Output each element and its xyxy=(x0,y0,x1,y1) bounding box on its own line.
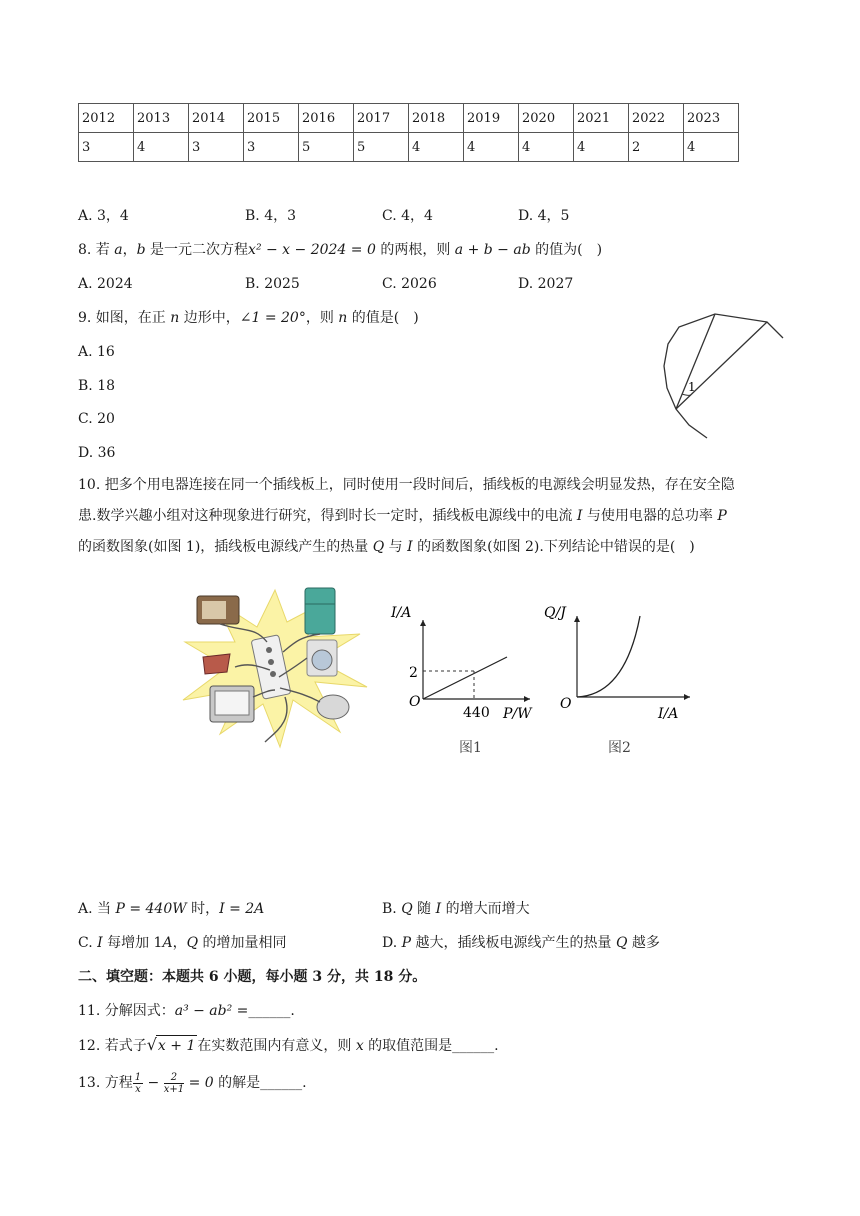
line-series xyxy=(423,657,507,699)
table-cell: 2015 xyxy=(244,104,299,133)
q10-text: 与 xyxy=(384,539,408,555)
var-I: I xyxy=(407,539,413,555)
option-text: 时， xyxy=(186,901,220,917)
y-axis-arrow xyxy=(420,620,426,626)
q9-text: 边形中， xyxy=(179,310,240,326)
table-cell: 3 xyxy=(189,133,244,162)
var-I: I xyxy=(97,935,103,951)
option-text: C. xyxy=(78,935,98,951)
table-cell: 2022 xyxy=(629,104,684,133)
table-cell: 4 xyxy=(684,133,739,162)
y-tick-label: 2 xyxy=(409,665,418,681)
table-cell: 5 xyxy=(354,133,409,162)
appliances-illustration xyxy=(175,582,375,752)
q10-text: 与使用电器的总功率 xyxy=(582,508,718,524)
polygon-figure xyxy=(655,308,785,443)
q8-text: 的两根，则 xyxy=(375,242,455,258)
fraction xyxy=(164,1072,184,1095)
q8-number: 8. 若 xyxy=(78,242,115,258)
figure-caption: 图1 xyxy=(459,740,482,756)
table-cell: 3 xyxy=(244,133,299,162)
var-Q: Q xyxy=(372,539,385,555)
socket xyxy=(268,659,274,665)
x-axis-arrow xyxy=(524,696,530,702)
washer-door xyxy=(312,650,332,670)
q13-text: 的解是 xyxy=(213,1075,261,1091)
figure-2-graph xyxy=(540,600,700,760)
q11-text: 11. 分解因式： xyxy=(78,1003,175,1019)
option-text: ， xyxy=(172,935,187,951)
option-math: P = 440W xyxy=(115,901,187,917)
option-math: I = 2A xyxy=(219,901,265,917)
var-x: x xyxy=(355,1038,364,1054)
var-I: I xyxy=(576,508,583,524)
option-text: 越多 xyxy=(627,935,660,951)
q9-text: ，则 xyxy=(305,310,339,326)
y-axis-label: I/A xyxy=(391,605,412,621)
numerator: 2 xyxy=(164,1072,184,1084)
q10-text: 的函数图象(如图 1)，插线板电源线产生的热量 xyxy=(78,539,373,555)
numerator: 1 xyxy=(134,1071,142,1083)
q7-option-a[interactable]: A. 3，4 xyxy=(78,208,129,224)
q10-option-d[interactable] xyxy=(382,933,660,953)
var-a: a xyxy=(114,242,123,258)
diagonal-2 xyxy=(676,322,767,409)
x-axis-label: P/W xyxy=(503,706,532,722)
q8-stem xyxy=(78,240,602,260)
denominator: x xyxy=(135,1083,141,1095)
operator: − xyxy=(143,1075,164,1091)
table-cell: 2019 xyxy=(464,104,519,133)
table-cell: 2021 xyxy=(574,104,629,133)
q9-number: 9. 如图，在正 xyxy=(78,310,171,326)
x-axis-arrow xyxy=(684,694,690,700)
q12-text: 的取值范围是 xyxy=(363,1038,453,1054)
var-Q: Q xyxy=(615,935,628,951)
table-cell: 4 xyxy=(409,133,464,162)
q10-line-1: 10. 把多个用电器连接在同一个插线板上，同时使用一段时间后，插线板的电源线会明显发热，存在安全隐 xyxy=(78,477,735,493)
socket xyxy=(270,671,276,677)
angle-arc xyxy=(682,394,691,395)
answer-blank[interactable]: ______. xyxy=(452,1038,499,1054)
q9-stem xyxy=(78,308,419,328)
q7-option-d[interactable]: D. 4，5 xyxy=(518,208,570,224)
q11 xyxy=(78,1001,295,1021)
q8-option-c[interactable]: C. 2026 xyxy=(382,276,437,292)
var-n: n xyxy=(170,310,180,326)
q8-option-b[interactable]: B. 2025 xyxy=(245,276,300,292)
var-n: n xyxy=(338,310,348,326)
q9-angle: ∠1 = 20° xyxy=(239,310,306,326)
polygon-edges xyxy=(664,314,783,438)
q7-option-c[interactable]: C. 4，4 xyxy=(382,208,433,224)
q7-option-b[interactable]: B. 4，3 xyxy=(245,208,297,224)
q10-text: 的函数图象(如图 2).下列结论中错误的是( ) xyxy=(412,539,695,555)
table-cell: 2016 xyxy=(299,104,354,133)
q10-line-3 xyxy=(78,532,792,563)
table-cell: 5 xyxy=(299,133,354,162)
fraction xyxy=(133,1072,143,1095)
option-text: 随 xyxy=(412,901,436,917)
q10-option-c[interactable] xyxy=(78,933,287,953)
var-b: b xyxy=(136,242,146,258)
q10-line-2 xyxy=(78,501,792,532)
option-text: D. xyxy=(382,935,402,951)
var-Q: Q xyxy=(401,901,413,917)
unit-A: A xyxy=(162,935,173,951)
table-cell: 2023 xyxy=(684,104,739,133)
q9-text: 的值是( ) xyxy=(347,310,419,326)
fridge-icon xyxy=(305,588,335,634)
q8-text: 的值为( ) xyxy=(530,242,603,258)
origin-label: O xyxy=(560,696,572,712)
table-cell: 4 xyxy=(464,133,519,162)
table-cell: 2 xyxy=(629,133,684,162)
q9-option-c[interactable]: C. 20 xyxy=(78,411,115,427)
option-text: 的增加量相同 xyxy=(198,935,287,951)
answer-blank[interactable]: ______. xyxy=(248,1003,295,1019)
var-P: P xyxy=(401,935,412,951)
option-text: 的增大而增大 xyxy=(441,901,530,917)
diagonal-1 xyxy=(676,314,715,409)
q11-expression: a³ − ab² = xyxy=(174,1003,249,1019)
q10-option-a[interactable] xyxy=(78,899,264,919)
x-axis-label: I/A xyxy=(658,706,679,722)
table-cell: 2018 xyxy=(409,104,464,133)
var-Q: Q xyxy=(186,935,199,951)
q8-option-d[interactable]: D. 2027 xyxy=(518,276,574,292)
table-row xyxy=(79,133,739,162)
table-cell: 2014 xyxy=(189,104,244,133)
q10-stem xyxy=(78,470,792,563)
var-I: I xyxy=(435,901,442,917)
table-cell: 4 xyxy=(519,133,574,162)
rice-cooker-icon xyxy=(317,695,349,719)
table-cell: 2017 xyxy=(354,104,409,133)
data-table xyxy=(78,103,739,162)
option-text: 每增加 1 xyxy=(102,935,163,951)
x-tick-label: 440 xyxy=(463,705,490,721)
q12-text: 在实数范围内有意义，则 xyxy=(197,1038,356,1054)
q13 xyxy=(78,1070,307,1096)
q13-text: 13. 方程 xyxy=(78,1075,133,1091)
equals-zero: = 0 xyxy=(184,1075,214,1091)
y-axis-arrow xyxy=(574,616,580,622)
q12 xyxy=(78,1035,499,1056)
curve-series xyxy=(577,616,640,697)
var-P: P xyxy=(717,508,727,524)
q8-text: 是一元二次方程 xyxy=(145,242,249,258)
option-text: B. xyxy=(382,901,402,917)
q9-option-a[interactable]: A. 16 xyxy=(78,344,115,360)
punct: ， xyxy=(122,242,137,258)
q12-text: 12. 若式子 xyxy=(78,1038,147,1054)
q9-option-b[interactable]: B. 18 xyxy=(78,378,116,394)
radicand: x + 1 xyxy=(156,1035,197,1056)
microwave-window xyxy=(202,601,226,619)
y-axis-label: Q/J xyxy=(544,605,566,621)
answer-blank[interactable]: ______. xyxy=(260,1075,307,1091)
figure-caption: 图2 xyxy=(608,740,631,756)
q8-option-a[interactable]: A. 2024 xyxy=(78,276,133,292)
socket xyxy=(266,647,272,653)
sqrt-sign: √ xyxy=(146,1035,157,1054)
q10-option-b[interactable] xyxy=(382,899,530,919)
denominator: x+1 xyxy=(163,1083,185,1095)
q8-equation: x² − x − 2024 = 0 xyxy=(248,242,376,258)
table-cell: 2013 xyxy=(134,104,189,133)
table-row xyxy=(79,104,739,133)
iron-icon xyxy=(203,654,230,674)
q8-expression: a + b − ab xyxy=(454,242,531,258)
table-cell: 3 xyxy=(79,133,134,162)
origin-label: O xyxy=(409,694,421,710)
tv-screen xyxy=(215,691,249,715)
table-cell: 2020 xyxy=(519,104,574,133)
figure-1-graph xyxy=(385,600,545,760)
option-text: A. 当 xyxy=(78,901,116,917)
q9-option-d[interactable]: D. 36 xyxy=(78,445,116,461)
angle-label: 1 xyxy=(688,380,696,394)
table-cell: 2012 xyxy=(79,104,134,133)
table-cell: 4 xyxy=(574,133,629,162)
section-heading: 二、填空题：本题共 6 小题，每小题 3 分，共 18 分。 xyxy=(78,969,427,985)
table-cell: 4 xyxy=(134,133,189,162)
q10-text: 患.数学兴趣小组对这种现象进行研究，得到时长一定时，插线板电源线中的电流 xyxy=(78,508,577,524)
option-text: 越大，插线板电源线产生的热量 xyxy=(411,935,616,951)
